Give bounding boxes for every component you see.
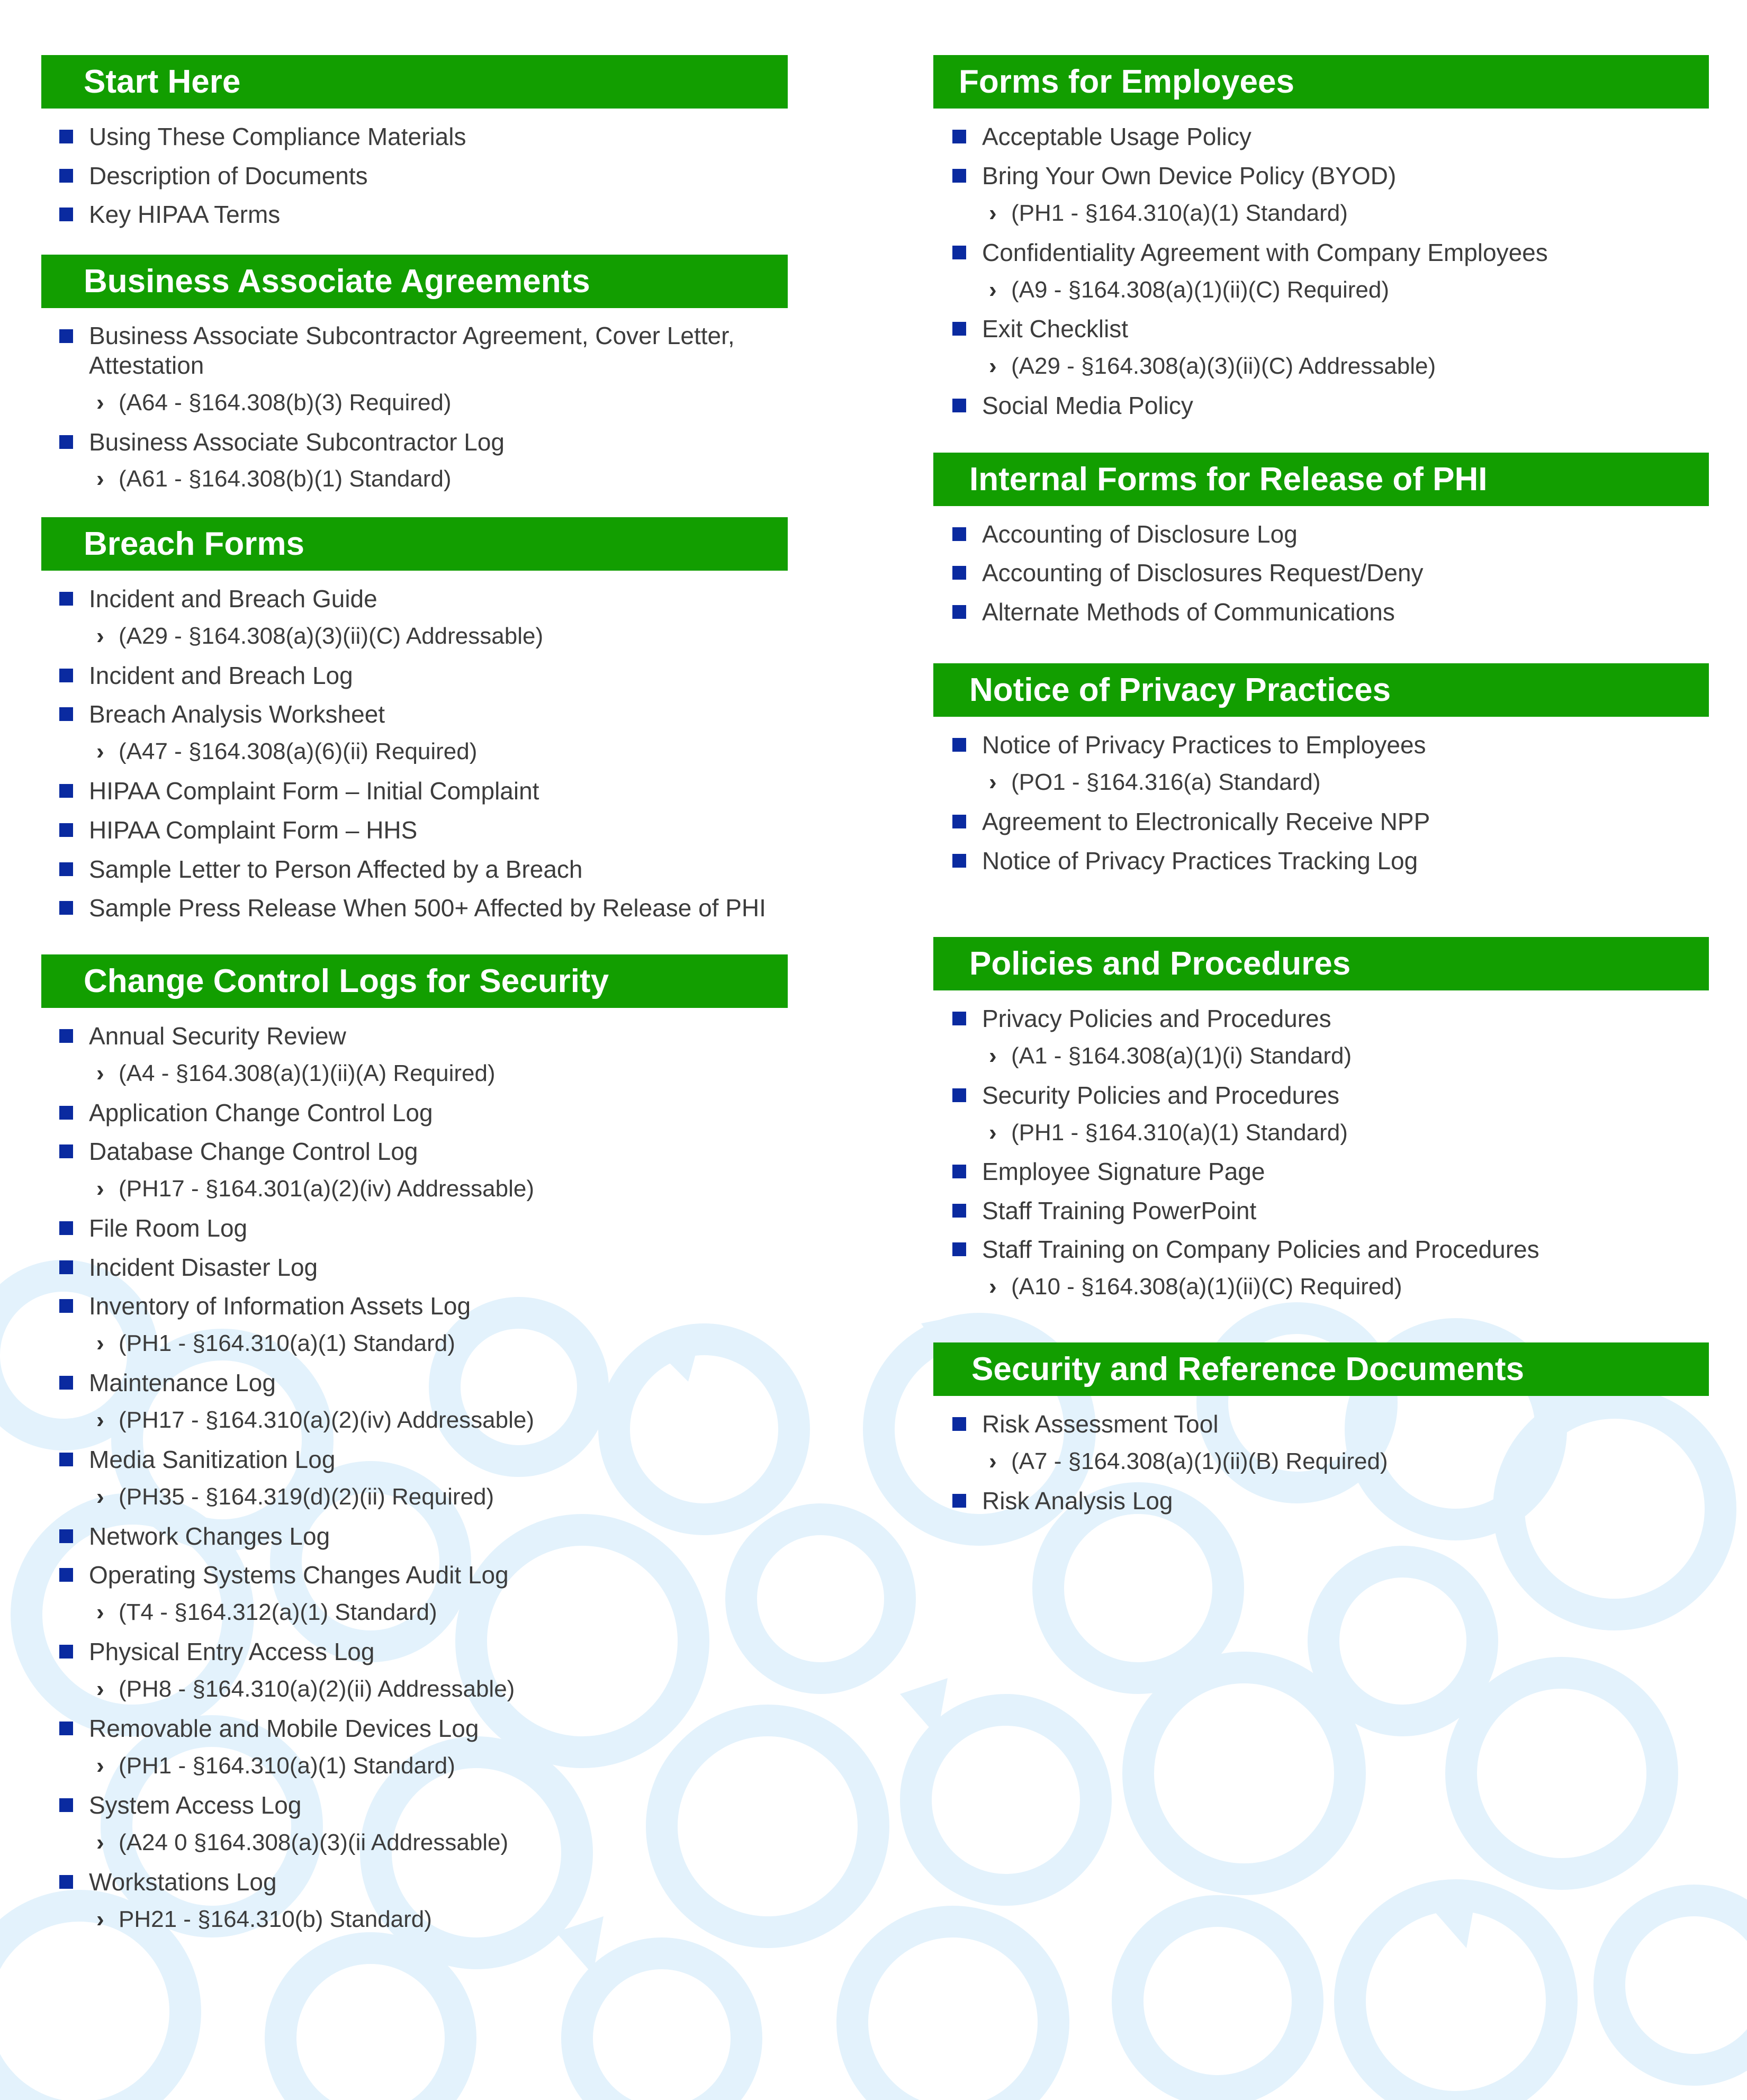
list-item: Social Media Policy xyxy=(982,392,1193,419)
list-item: Description of Documents xyxy=(89,162,368,190)
list-item: Staff Training PowerPoint xyxy=(982,1197,1257,1224)
square-bullet-icon xyxy=(59,435,73,449)
chevron-right-icon: › xyxy=(96,1060,104,1086)
square-bullet-icon xyxy=(59,784,73,798)
reference-note: (T4 - §164.312(a)(1) Standard) xyxy=(119,1599,437,1625)
list-item: Accounting of Disclosures Request/Deny xyxy=(982,559,1424,587)
square-bullet-icon xyxy=(952,738,966,752)
chevron-right-icon: › xyxy=(96,1176,104,1202)
circular-arrow-icon xyxy=(1128,1911,1308,2091)
section-header-change-control-logs: Change Control Logs for Security xyxy=(41,954,788,1008)
square-bullet-icon xyxy=(952,527,966,541)
chevron-right-icon: › xyxy=(96,1676,104,1702)
reference-note: (PH1 - §164.310(a)(1) Standard) xyxy=(1011,200,1348,226)
reference-note: (PH1 - §164.310(a)(1) Standard) xyxy=(1011,1120,1348,1146)
square-bullet-icon xyxy=(59,1453,73,1466)
list-item: Risk Assessment Tool xyxy=(982,1410,1219,1438)
square-bullet-icon xyxy=(59,329,73,343)
list-item: HIPAA Complaint Form – HHS xyxy=(89,816,418,844)
list-item: System Access Log xyxy=(89,1791,302,1819)
chevron-right-icon: › xyxy=(989,200,997,226)
circular-arrow-icon xyxy=(1048,1498,1228,1678)
chevron-right-icon: › xyxy=(96,738,104,764)
square-bullet-icon xyxy=(952,1494,966,1508)
list-item: Sample Letter to Person Affected by a Breach xyxy=(89,855,583,883)
reference-note: (A61 - §164.308(b)(1) Standard) xyxy=(119,466,452,492)
list-item: Notice of Privacy Practices to Employees xyxy=(982,731,1426,759)
list-item: Inventory of Information Assets Log xyxy=(89,1292,471,1320)
circular-arrow-icon xyxy=(662,1720,874,1932)
reference-note: (A10 - §164.308(a)(1)(ii)(C) Required) xyxy=(1011,1274,1402,1300)
list-item: Operating Systems Changes Audit Log xyxy=(89,1561,509,1589)
section-header-security-reference-documents: Security and Reference Documents xyxy=(933,1342,1709,1396)
square-bullet-icon xyxy=(59,592,73,606)
chevron-right-icon: › xyxy=(989,1274,997,1300)
list-item: Privacy Policies and Procedures xyxy=(982,1005,1331,1032)
list-item: Sample Press Release When 500+ Affected by Release of PHI xyxy=(89,894,766,922)
circular-arrow-icon xyxy=(741,1519,900,1678)
square-bullet-icon xyxy=(59,1029,73,1043)
square-bullet-icon xyxy=(59,1260,73,1274)
square-bullet-icon xyxy=(59,707,73,721)
list-item: Breach Analysis Worksheet xyxy=(89,700,385,728)
square-bullet-icon xyxy=(952,322,966,336)
chevron-right-icon: › xyxy=(96,1753,104,1779)
section-header-policies-procedures: Policies and Procedures xyxy=(933,937,1709,990)
section-header-forms-for-employees: Forms for Employees xyxy=(933,55,1709,109)
list-item: Accounting of Disclosure Log xyxy=(982,520,1298,548)
circular-arrow-icon xyxy=(0,1906,185,2100)
chevron-right-icon: › xyxy=(96,390,104,416)
list-item: Agreement to Electronically Receive NPP xyxy=(982,808,1430,835)
list-item: Key HIPAA Terms xyxy=(89,201,281,228)
list-item: Alternate Methods of Communications xyxy=(982,598,1395,626)
list-item: Using These Compliance Materials xyxy=(89,123,466,150)
square-bullet-icon xyxy=(59,823,73,837)
square-bullet-icon xyxy=(952,815,966,828)
chevron-right-icon: › xyxy=(96,623,104,649)
section-header-notice-privacy-practices: Notice of Privacy Practices xyxy=(933,663,1709,717)
chevron-right-icon: › xyxy=(989,1043,997,1069)
circular-arrow-icon xyxy=(614,1339,794,1519)
list-item: Physical Entry Access Log xyxy=(89,1638,375,1665)
chevron-right-icon: › xyxy=(989,277,997,303)
circular-arrow-icon xyxy=(1138,1668,1350,1879)
square-bullet-icon xyxy=(952,246,966,259)
square-bullet-icon xyxy=(59,169,73,183)
square-bullet-icon xyxy=(59,1529,73,1543)
chevron-right-icon: › xyxy=(96,1407,104,1433)
square-bullet-icon xyxy=(59,1875,73,1889)
circular-arrow-icon xyxy=(577,1953,746,2100)
reference-note: (PH1 - §164.310(a)(1) Standard) xyxy=(119,1753,455,1779)
reference-note: (A47 - §164.308(a)(6)(ii) Required) xyxy=(119,738,478,764)
chevron-right-icon: › xyxy=(989,1120,997,1146)
square-bullet-icon xyxy=(952,1242,966,1256)
section-header-start-here: Start Here xyxy=(41,55,788,109)
list-item: Incident and Breach Log xyxy=(89,662,353,689)
list-item: Risk Analysis Log xyxy=(982,1487,1173,1515)
list-item: Business Associate Subcontractor Agreement, Cover Letter, Attestation xyxy=(89,322,735,379)
list-item: HIPAA Complaint Form – Initial Complaint xyxy=(89,777,539,805)
circular-arrow-icon xyxy=(852,1922,1053,2100)
list-item: Maintenance Log xyxy=(89,1369,276,1396)
list-item: Staff Training on Company Policies and Procedures xyxy=(982,1236,1539,1263)
square-bullet-icon xyxy=(952,399,966,412)
circular-arrow-icon xyxy=(916,1710,1096,1890)
reference-note: (A4 - §164.308(a)(1)(ii)(A) Required) xyxy=(119,1060,496,1086)
list-item: Incident Disaster Log xyxy=(89,1254,318,1281)
chevron-right-icon: › xyxy=(96,1599,104,1625)
reference-note: (A1 - §164.308(a)(1)(i) Standard) xyxy=(1011,1043,1352,1069)
list-item: Exit Checklist xyxy=(982,315,1129,343)
list-item: Application Change Control Log xyxy=(89,1099,433,1126)
reference-note: PH21 - §164.310(b) Standard) xyxy=(119,1906,432,1932)
chevron-right-icon: › xyxy=(96,466,104,492)
square-bullet-icon xyxy=(59,1299,73,1313)
list-item: Bring Your Own Device Policy (BYOD) xyxy=(982,162,1397,190)
reference-note: (A9 - §164.308(a)(1)(ii)(C) Required) xyxy=(1011,277,1390,303)
reference-note: (PH17 - §164.301(a)(2)(iv) Addressable) xyxy=(119,1176,535,1202)
list-item: Network Changes Log xyxy=(89,1522,330,1550)
list-item: Incident and Breach Guide xyxy=(89,585,377,612)
square-bullet-icon xyxy=(59,1376,73,1390)
chevron-right-icon: › xyxy=(989,769,997,795)
circular-arrow-icon xyxy=(1609,1900,1747,2070)
reference-note: (A29 - §164.308(a)(3)(ii)(C) Addressable) xyxy=(1011,353,1436,379)
list-item: Business Associate Subcontractor Log xyxy=(89,428,505,456)
circular-arrow-icon xyxy=(445,1313,593,1461)
square-bullet-icon xyxy=(952,566,966,580)
square-bullet-icon xyxy=(952,1204,966,1218)
reference-note: (A29 - §164.308(a)(3)(ii)(C) Addressable) xyxy=(119,623,544,649)
list-item: Removable and Mobile Devices Log xyxy=(89,1715,479,1742)
square-bullet-icon xyxy=(952,1417,966,1431)
square-bullet-icon xyxy=(59,130,73,143)
reference-note: (PH8 - §164.310(a)(2)(ii) Addressable) xyxy=(119,1676,515,1702)
reference-note: (PH17 - §164.310(a)(2)(iv) Addressable) xyxy=(119,1407,535,1433)
square-bullet-icon xyxy=(59,1722,73,1735)
square-bullet-icon xyxy=(59,1645,73,1659)
list-item: Database Change Control Log xyxy=(89,1138,418,1165)
reference-note: (A7 - §164.308(a)(1)(ii)(B) Required) xyxy=(1011,1448,1388,1474)
reference-note: (PO1 - §164.316(a) Standard) xyxy=(1011,769,1321,795)
square-bullet-icon xyxy=(59,862,73,876)
reference-note: (PH35 - §164.319(d)(2)(ii) Required) xyxy=(119,1484,494,1510)
list-item: Acceptable Usage Policy xyxy=(982,123,1251,150)
square-bullet-icon xyxy=(952,1165,966,1178)
square-bullet-icon xyxy=(59,1106,73,1120)
section-header-breach-forms: Breach Forms xyxy=(41,517,788,571)
square-bullet-icon xyxy=(952,1012,966,1025)
chevron-right-icon: › xyxy=(96,1330,104,1356)
chevron-right-icon: › xyxy=(96,1906,104,1932)
square-bullet-icon xyxy=(59,1798,73,1812)
square-bullet-icon xyxy=(952,1088,966,1102)
reference-note: (PH1 - §164.310(a)(1) Standard) xyxy=(119,1330,455,1356)
circular-arrow-icon xyxy=(1509,1403,1721,1615)
list-item: Media Sanitization Log xyxy=(89,1446,336,1473)
square-bullet-icon xyxy=(952,854,966,868)
section-header-business-associate-agreements: Business Associate Agreements xyxy=(41,255,788,308)
square-bullet-icon xyxy=(59,1221,73,1235)
circular-arrow-icon xyxy=(1461,1673,1662,1874)
list-item: Annual Security Review xyxy=(89,1022,346,1050)
square-bullet-icon xyxy=(59,901,73,915)
chevron-right-icon: › xyxy=(989,1448,997,1474)
square-bullet-icon xyxy=(952,169,966,183)
square-bullet-icon xyxy=(59,669,73,682)
reference-note: (A24 0 §164.308(a)(3)(ii Addressable) xyxy=(119,1829,509,1855)
circular-arrow-icon xyxy=(1323,1562,1482,1720)
list-item: Security Policies and Procedures xyxy=(982,1081,1339,1109)
list-item: Confidentiality Agreement with Company Employees xyxy=(982,239,1548,266)
list-item: File Room Log xyxy=(89,1214,248,1242)
square-bullet-icon xyxy=(59,208,73,221)
circular-arrow-icon xyxy=(281,1948,461,2100)
chevron-right-icon: › xyxy=(96,1484,104,1510)
square-bullet-icon xyxy=(952,130,966,143)
chevron-right-icon: › xyxy=(989,353,997,379)
list-item: Employee Signature Page xyxy=(982,1158,1265,1185)
chevron-right-icon: › xyxy=(96,1829,104,1855)
list-item: Workstations Log xyxy=(89,1868,277,1896)
square-bullet-icon xyxy=(59,1568,73,1582)
reference-note: (A64 - §164.308(b)(3) Required) xyxy=(119,390,452,416)
section-header-internal-forms-release-phi: Internal Forms for Release of PHI xyxy=(933,453,1709,506)
square-bullet-icon xyxy=(59,1144,73,1158)
square-bullet-icon xyxy=(952,605,966,619)
list-item: Notice of Privacy Practices Tracking Log xyxy=(982,847,1418,875)
